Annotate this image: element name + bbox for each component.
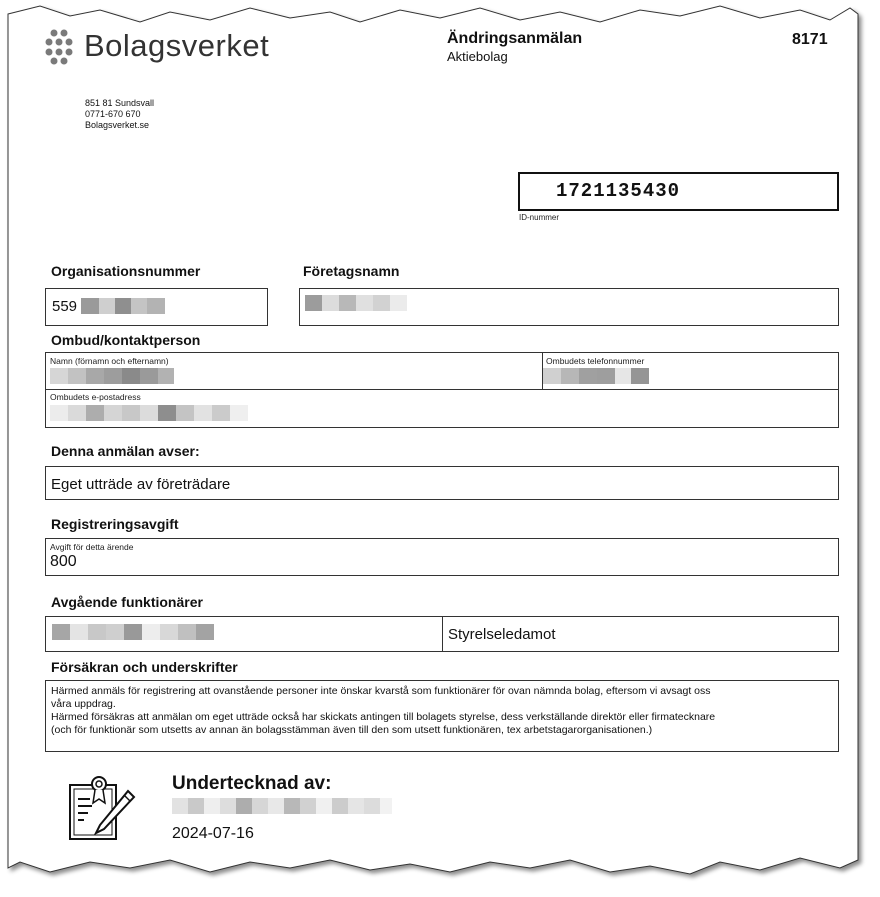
declaration-heading: Försäkran och underskrifter: [51, 659, 238, 675]
company-name-heading: Företagsnamn: [303, 263, 400, 279]
contact-phone-label: Ombudets telefonnummer: [546, 356, 645, 366]
address-block: [85, 98, 154, 131]
org-number-field: [45, 288, 268, 326]
subject-value: Eget utträde av företrädare: [51, 476, 231, 493]
fee-value: 800: [50, 553, 77, 570]
redacted-contact-name: [50, 368, 174, 384]
form-subtitle: Aktiebolag: [447, 49, 508, 64]
officers-row: [45, 616, 839, 652]
id-number-field: 1721135430: [518, 172, 839, 211]
declaration-line: våra uppdrag.: [51, 698, 116, 710]
redacted-org-number: [81, 298, 165, 314]
address-line: 0771-670 670: [85, 109, 141, 119]
redacted-company-name: [305, 295, 407, 311]
signed-document-icon: [66, 773, 136, 843]
company-name-field: [299, 288, 839, 326]
bolagsverket-logo-icon: [44, 28, 76, 66]
org-number-value: 559: [52, 298, 78, 315]
declaration-text: [51, 685, 836, 737]
fee-field: [45, 538, 839, 576]
redacted-signer-name: [172, 798, 392, 814]
id-number-label: ID-nummer: [519, 213, 560, 222]
fee-label: Avgift för detta ärende: [50, 542, 134, 552]
declaration-line: (och för funktionär som utsetts av annan än bolagsstämman även till den som utsett funktionären, tex arbetstagarorganisationen.): [51, 724, 653, 736]
subject-field: [45, 466, 839, 500]
subject-heading: Denna anmälan avser:: [51, 443, 200, 459]
fee-heading: Registreringsavgift: [51, 516, 179, 532]
contact-name-label: Namn (förnamn och efternamn): [50, 356, 169, 366]
officer-role: Styrelseledamot: [448, 626, 556, 643]
signature-date: 2024-07-16: [172, 825, 254, 842]
redacted-officer-name: [52, 624, 214, 640]
declaration-line: Härmed försäkras att anmälan om eget utträde också har skickats antingen till bolagets styrelse, dess verkställande direktör eller firmatecknare: [51, 711, 716, 723]
declaration-box: [45, 680, 839, 752]
redacted-contact-phone: [543, 368, 649, 384]
officers-heading: Avgående funktionärer: [51, 594, 203, 610]
redacted-contact-email: [50, 405, 248, 421]
org-number-heading: Organisationsnummer: [51, 263, 201, 279]
signature-heading: Undertecknad av:: [172, 773, 332, 794]
contact-heading: Ombud/kontaktperson: [51, 332, 201, 348]
form-title: Ändringsanmälan: [447, 30, 583, 47]
contact-email-label: Ombudets e-postadress: [50, 392, 141, 402]
contact-box: [45, 352, 839, 428]
logo-text: Bolagsverket: [84, 28, 270, 63]
address-line: 851 81 Sundsvall: [85, 98, 155, 108]
form-number: 8171: [792, 31, 828, 48]
address-line: Bolagsverket.se: [85, 120, 150, 130]
declaration-line: Härmed anmäls för registrering att ovanstående personer inte önskar kvarstå som funktionärer för ovan nämnda bolag, eftersom vi avsagt oss: [51, 685, 711, 697]
